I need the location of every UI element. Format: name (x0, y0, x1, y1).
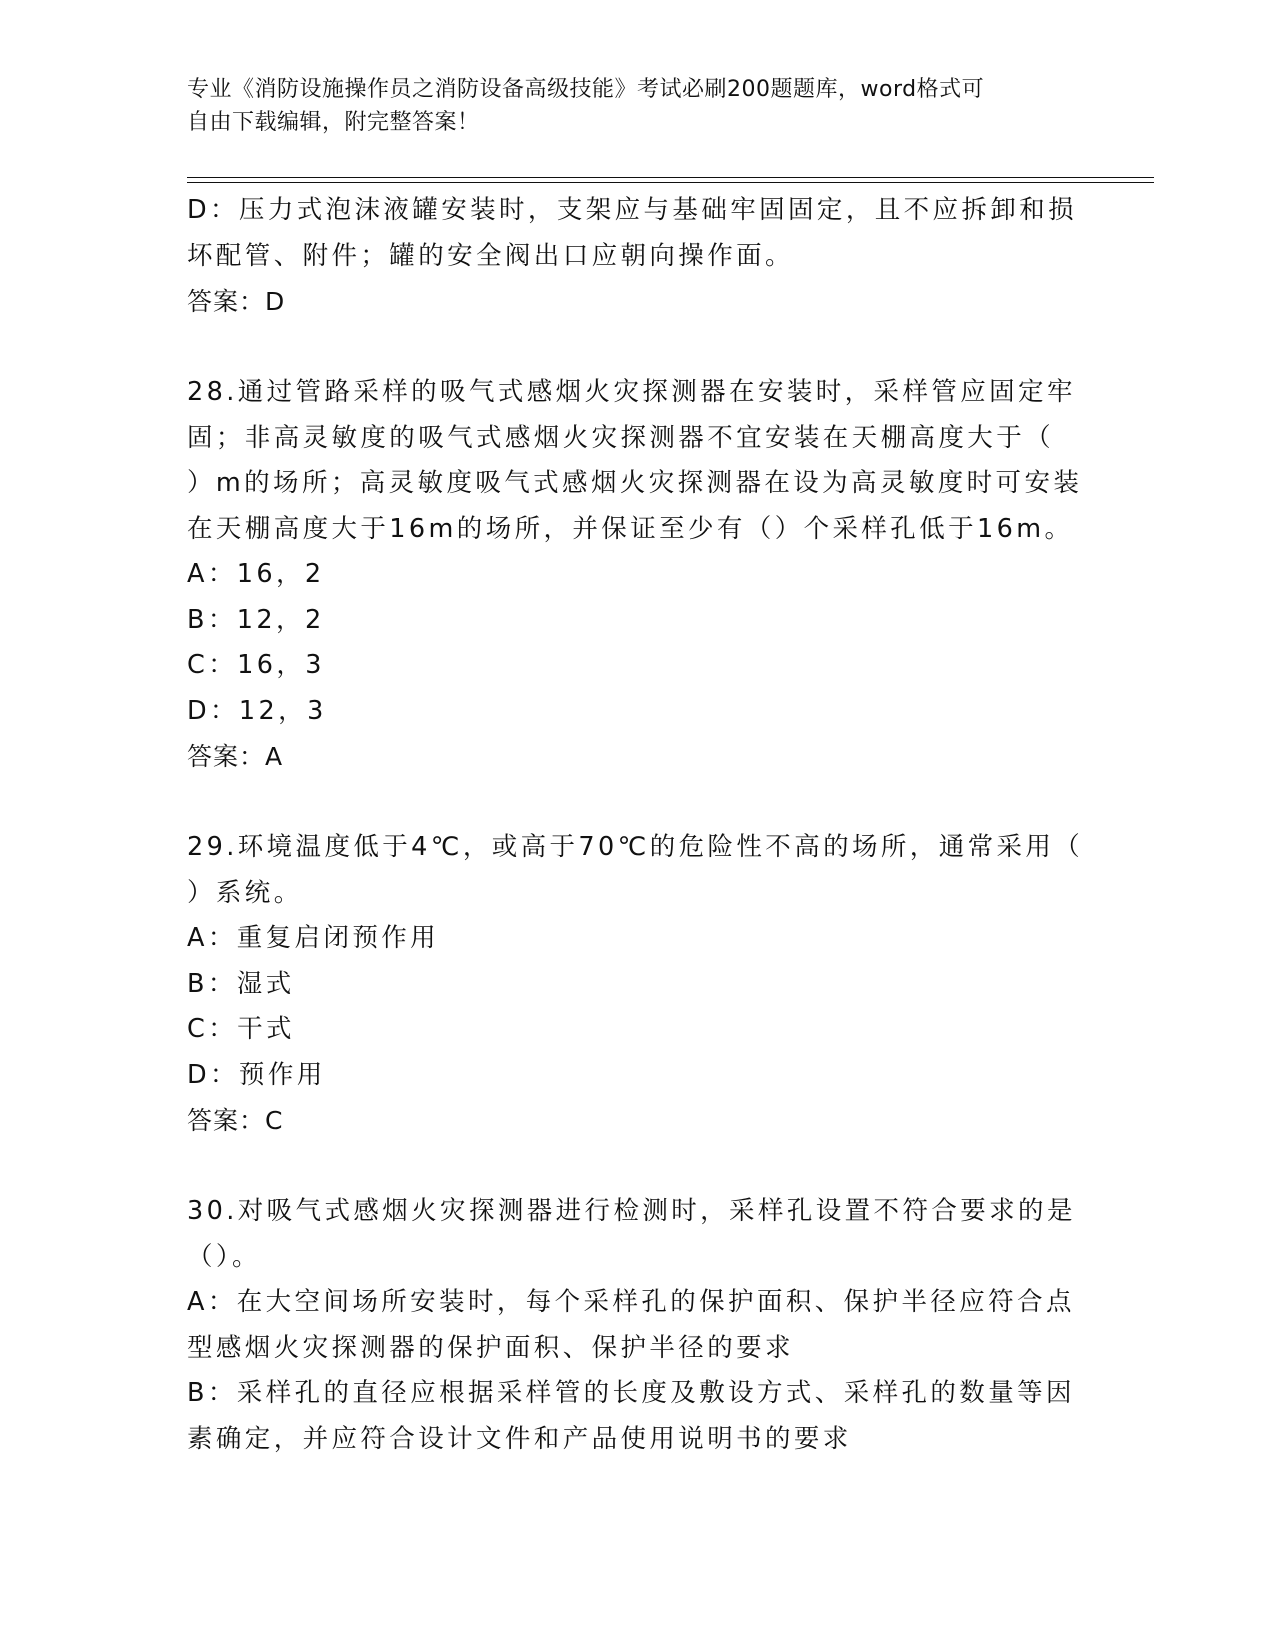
question-stem-line-1: 29.环境温度低于4℃，或高于70℃的危险性不高的场所，通常采用（ (187, 832, 1084, 862)
option-b-line-2: 素确定，并应符合设计文件和产品使用说明书的要求 (187, 1423, 852, 1454)
option-c: C：干式 (187, 1014, 295, 1044)
option-d-line-2: 坏配管、附件；罐的安全阀出口应朝向操作面。 (187, 240, 794, 271)
answer-line: 答案：C (187, 1106, 284, 1135)
previous-question-tail (187, 188, 1087, 325)
spacer (187, 325, 1087, 371)
option-c: C：16，3 (187, 650, 325, 680)
page-header (187, 73, 1067, 139)
document-body (187, 188, 1087, 1462)
answer-line: 答案：D (187, 287, 286, 316)
question-stem-line-2: ）系统。 (187, 877, 303, 908)
option-d-line-1: D：压力式泡沫液罐安装时，支架应与基础牢固固定，且不应拆卸和损 (187, 195, 1078, 225)
spacer (187, 780, 1087, 826)
question-28 (187, 370, 1087, 780)
option-a-line-1: A：在大空间场所安装时，每个采样孔的保护面积、保护半径应符合点 (187, 1287, 1075, 1317)
option-b: B：湿式 (187, 968, 295, 999)
question-stem-line-2: 固；非高灵敏度的吸气式感烟火灾探测器不宜安装在天棚高度大于（ (187, 422, 1055, 453)
spacer (187, 1144, 1087, 1190)
header-divider-bottom (187, 182, 1154, 183)
option-a-line-2: 型感烟火灾探测器的保护面积、保护半径的要求 (187, 1332, 794, 1363)
question-stem-line-4: 在天棚高度大于16m的场所，并保证至少有（）个采样孔低于16m。 (187, 513, 1074, 544)
option-b-line-1: B：采样孔的直径应根据采样管的长度及敷设方式、采样孔的数量等因 (187, 1378, 1075, 1408)
option-a: A：重复启闭预作用 (187, 923, 440, 953)
answer-line: 答案：A (187, 742, 284, 771)
header-line-1: 专业《消防设施操作员之消防设备高级技能》考试必刷200题题库，word格式可 (187, 77, 985, 102)
question-stem-line-1: 28.通过管路采样的吸气式感烟火灾探测器在安装时，采样管应固定牢 (187, 377, 1076, 407)
question-stem-line-3: ）m的场所；高灵敏度吸气式感烟火灾探测器在设为高灵敏度时可安装 (187, 468, 1083, 498)
option-b: B：12，2 (187, 604, 325, 635)
question-stem-line-2: （）。 (187, 1241, 261, 1272)
option-a: A：16，2 (187, 559, 325, 589)
header-line-2: 自由下载编辑，附完整答案！ (187, 110, 480, 135)
question-29 (187, 825, 1087, 1144)
option-d: D：12，3 (187, 695, 327, 726)
question-30 (187, 1189, 1087, 1462)
header-divider-top (187, 177, 1154, 178)
question-stem-line-1: 30.对吸气式感烟火灾探测器进行检测时，采样孔设置不符合要求的是 (187, 1196, 1076, 1226)
option-d: D：预作用 (187, 1059, 326, 1090)
